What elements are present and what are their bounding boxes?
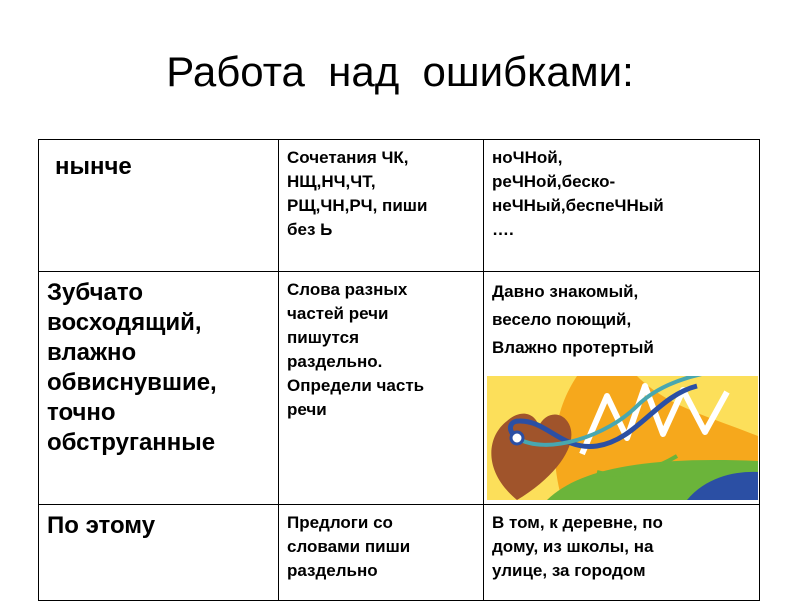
table-cell [279,272,484,505]
table-row [39,505,760,601]
cell-text: По этому [47,512,156,539]
table-row [39,140,760,272]
cell-text: Слова разных частей речи пишутся раздельно. Определи часть речи [287,280,425,419]
table-cell [484,505,760,601]
slide-title: Работа над ошибками: [166,48,634,95]
table-cell [39,140,279,272]
cell-text: нынче [55,153,132,180]
table-cell [279,505,484,601]
cell-text: Сочетания ЧК, НЩ,НЧ,ЧТ, РЩ,ЧН,РЧ, пиши без Ь [287,148,428,239]
table-cell [279,140,484,272]
cell-text: В том, к деревне, по дому, из школы, на улице, за городом [492,513,663,580]
heart-stethoscope-icon [487,376,758,500]
heart-stethoscope-clipart [487,376,758,500]
table-cell [484,140,760,272]
table-cell [39,505,279,601]
cell-text: Предлоги со словами пиши раздельно [287,513,411,580]
errors-table [38,139,760,601]
cell-text: Давно знакомый, весело поющий, Влажно протертый [492,282,654,357]
table-cell [39,272,279,505]
cell-text: ноЧНой, реЧНой,беско- неЧНый,беспеЧНый …. [492,148,664,239]
cell-text: Зубчато восходящий, влажно обвиснувшие, точно обструганные [47,279,217,456]
